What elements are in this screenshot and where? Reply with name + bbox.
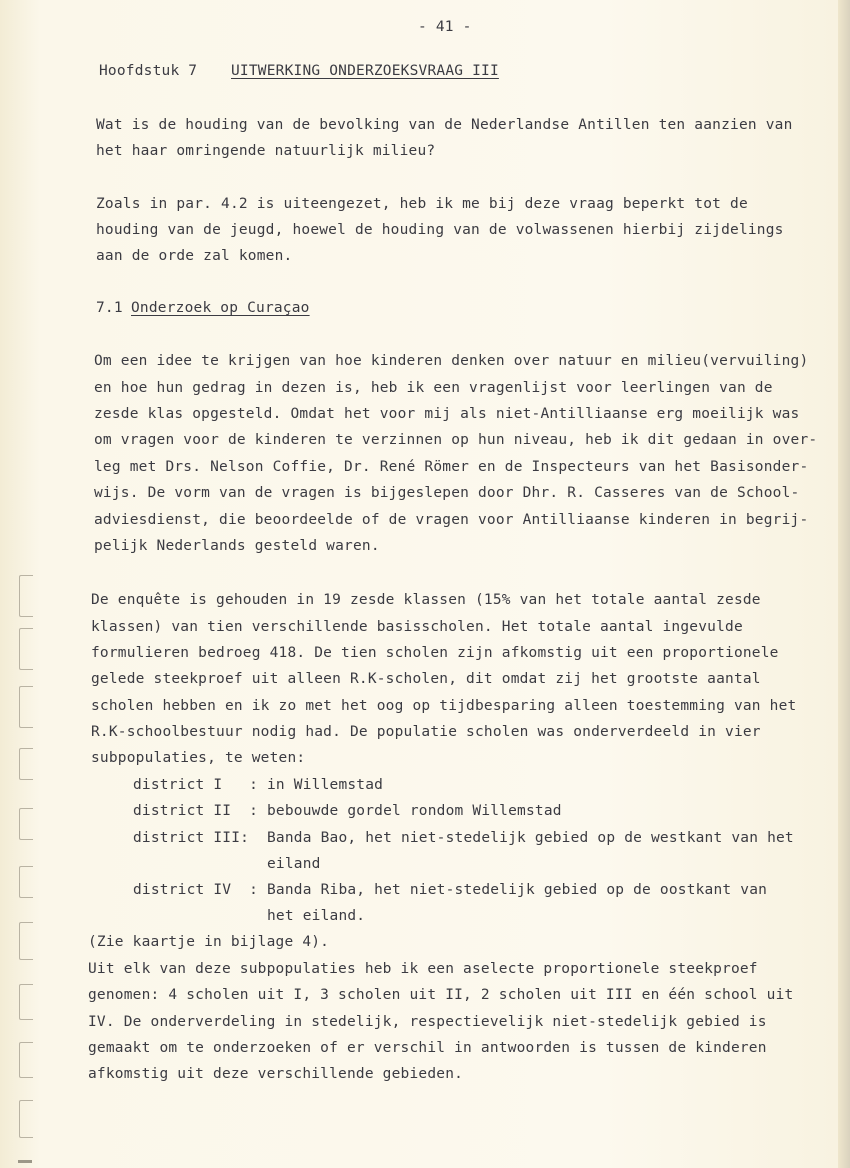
paragraph-line: pelijk Nederlands gesteld waren. <box>94 538 380 554</box>
binder-mark <box>19 748 33 780</box>
binder-mark <box>18 1160 32 1163</box>
intro-line: aan de orde zal komen. <box>96 248 293 264</box>
paragraph-line: genomen: 4 scholen uit I, 3 scholen uit II, 2 scholen uit III en één school uit <box>88 987 794 1003</box>
binder-mark <box>19 984 33 1020</box>
chapter-label: Hoofdstuk 7 <box>99 63 198 79</box>
paragraph-line: subpopulaties, te weten: <box>91 750 306 766</box>
paragraph-line: formulieren bedroeg 418. De tien scholen zijn afkomstig uit een proportionele <box>91 645 779 661</box>
district-desc: Banda Riba, het niet-stedelijk gebied op de oostkant van <box>267 882 768 898</box>
question-line: het haar omringende natuurlijk milieu? <box>96 143 436 159</box>
page-number: - 41 - <box>418 19 472 35</box>
district-name: district I : <box>133 777 259 793</box>
binder-mark <box>19 628 33 670</box>
binder-mark <box>19 808 33 840</box>
binder-mark <box>19 922 33 960</box>
paragraph-line: De enquête is gehouden in 19 zesde klassen (15% van het totale aantal zesde <box>91 592 761 608</box>
paragraph-line: gelede steekproef uit alleen R.K-scholen, dit omdat zij het grootste aantal <box>91 671 761 687</box>
paragraph-line: klassen) van tien verschillende basisscholen. Het totale aantal ingevulde <box>91 619 743 635</box>
paragraph-line: wijs. De vorm van de vragen is bijgeslepen door Dhr. R. Casseres van de School- <box>94 485 800 501</box>
district-name: district III: <box>133 830 250 846</box>
binder-mark <box>19 1100 33 1138</box>
district-name: district IV : <box>133 882 259 898</box>
paragraph-line: Uit elk van deze subpopulaties heb ik een aselecte proportionele steekproef <box>88 961 758 977</box>
section-title: Onderzoek op Curaçao <box>131 300 310 316</box>
paragraph-line: om vragen voor de kinderen te verzinnen op hun niveau, heb ik dit gedaan in over- <box>94 432 818 448</box>
paragraph-line: scholen hebben en ik zo met het oog op tijdbesparing alleen toestemming van het <box>91 698 797 714</box>
paragraph-line: Om een idee te krijgen van hoe kinderen denken over natuur en milieu(vervuiling) <box>94 353 809 369</box>
page-edge <box>838 0 850 1168</box>
intro-line: houding van de jeugd, hoewel de houding van de volwassenen hierbij zijdelings <box>96 222 784 238</box>
paragraph-line: (Zie kaartje in bijlage 4). <box>88 934 330 950</box>
chapter-title: UITWERKING ONDERZOEKSVRAAG III <box>231 63 499 79</box>
district-desc: eiland <box>267 856 321 872</box>
district-name: district II : <box>133 803 259 819</box>
intro-line: Zoals in par. 4.2 is uiteengezet, heb ik me bij deze vraag beperkt tot de <box>96 196 748 212</box>
paragraph-line: gemaakt om te onderzoeken of er verschil in antwoorden is tussen de kinderen <box>88 1040 767 1056</box>
paragraph-line: R.K-schoolbestuur nodig had. De populatie scholen was onderverdeeld in vier <box>91 724 761 740</box>
binder-mark <box>19 1042 33 1078</box>
paragraph-line: adviesdienst, die beoordeelde of de vragen voor Antilliaanse kinderen in begrij- <box>94 512 809 528</box>
paragraph-line: afkomstig uit deze verschillende gebieden. <box>88 1066 464 1082</box>
binder-mark <box>19 575 33 617</box>
paragraph-line: en hoe hun gedrag in dezen is, heb ik een vragenlijst voor leerlingen van de <box>94 380 773 396</box>
district-desc: het eiland. <box>267 908 366 924</box>
district-desc: Banda Bao, het niet-stedelijk gebied op de westkant van het <box>267 830 794 846</box>
binder-mark <box>19 866 33 898</box>
paragraph-line: IV. De onderverdeling in stedelijk, respectievelijk niet-stedelijk gebied is <box>88 1014 767 1030</box>
binder-mark <box>19 686 33 728</box>
district-desc: in Willemstad <box>267 777 384 793</box>
district-desc: bebouwde gordel rondom Willemstad <box>267 803 562 819</box>
question-line: Wat is de houding van de bevolking van de Nederlandse Antillen ten aanzien van <box>96 117 793 133</box>
paragraph-line: zesde klas opgesteld. Omdat het voor mij als niet-Antilliaanse erg moeilijk was <box>94 406 800 422</box>
section-number: 7.1 <box>96 300 123 316</box>
paragraph-line: leg met Drs. Nelson Coffie, Dr. René Römer en de Inspecteurs van het Basisonder- <box>94 459 809 475</box>
